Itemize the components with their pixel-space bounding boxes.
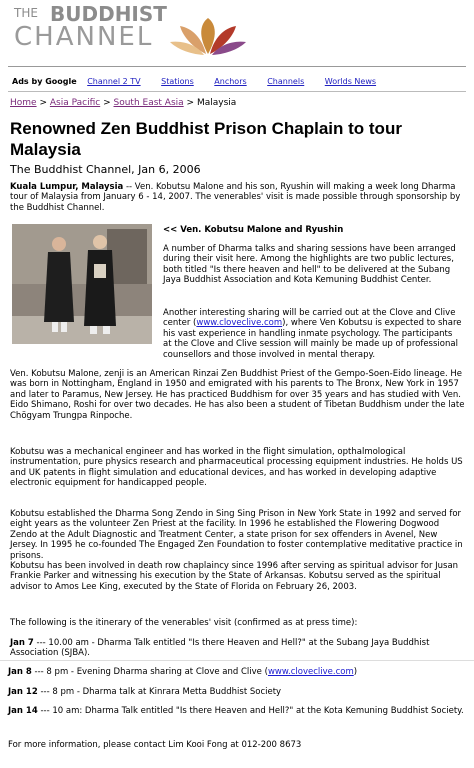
lotus-icon (168, 16, 248, 56)
logo-the: THE (14, 6, 38, 20)
breadcrumb (10, 98, 236, 108)
itinerary-text: --- 8 pm - Dharma talk at Kinrara Metta Buddhist Society (37, 687, 282, 697)
paragraph-2-text-cont: ), where Ven Kobutsu is expected to share his vast experience in handling inmate psychology. The participants at the Clove and Clive session will mainly be made up of professional counsellors and those involved in mental therapy. (163, 318, 462, 360)
itinerary-text: --- 8 pm - Evening Dharma sharing at Clove and Clive ( (31, 667, 268, 677)
itinerary-date: Jan 14 (8, 706, 38, 716)
itinerary-item (8, 667, 468, 677)
header-divider (8, 66, 466, 67)
logo-buddhist: BUDDHIST (50, 2, 167, 26)
contact-info: For more information, please contact Lim Kooi Fong at 012-200 8673 (8, 740, 302, 750)
itinerary-date: Jan 12 (8, 687, 38, 697)
breadcrumb-home[interactable]: Home (10, 98, 37, 108)
itinerary-text: --- 10 am: Dharma Talk entitled "Is there Heaven and Hell?" at the Kota Kemuning Buddhist Society. (37, 706, 464, 716)
lead-paragraph (10, 182, 462, 213)
ads-by-google-label: Ads by Google (12, 77, 77, 86)
itinerary-text-end: ) (353, 667, 358, 677)
nav-link-channels[interactable]: Channels (267, 77, 305, 86)
paragraph-6: Kobutsu has been involved in death row chaplaincy since 1996 after serving as spiritual advisor for Jusan Frankie Parker and witnessing his execution by the State of Arkansas. Kobutsu served as the spiritual advisor to Amos Lee King, executed by the State of Florida on February 26, 2003. (10, 561, 459, 592)
paragraph-2-text: Another interesting sharing will be carried out at the Clove and Clive center ( (163, 308, 456, 329)
cloveclive-link[interactable]: www.cloveclive.com (196, 318, 283, 329)
article-source-date: The Buddhist Channel, Jan 6, 2006 (10, 163, 201, 176)
paragraph-3: Ven. Kobutsu Malone, zenji is an American Rinzai Zen Buddhist Priest of the Gempo-Soen-Eido lineage. He was born in Nottingham, England in 1950 and emigrated with his parents to The Bronx, New York in 1957 and later to Paramus, New Jersey. He has practiced Buddhism for over 35 years and has studied with Ven. Eido Shimano, Roshi for over two decades. He has also been a student of Tibetan Buddhism under the late Chögyam Trungpa Rinpoche. (10, 369, 465, 421)
itinerary-date: Jan 8 (8, 667, 32, 677)
logo-channel: CHANNEL (14, 22, 154, 52)
nav-link-worlds-news[interactable]: Worlds News (324, 77, 377, 86)
article-title: Renowned Zen Buddhist Prison Chaplain to tour Malaysia (10, 119, 402, 159)
dateline: Kuala Lumpur, Malaysia (10, 182, 124, 192)
paragraph-7: The following is the itinerary of the venerables' visit (confirmed as at press time): (10, 618, 358, 628)
breadcrumb-sep: > (186, 98, 195, 108)
nav-divider (8, 91, 466, 92)
breadcrumb-current: Malaysia (196, 98, 237, 108)
itinerary-item (8, 706, 468, 716)
nav-link-stations[interactable]: Stations (161, 77, 194, 86)
breadcrumb-sep: > (39, 98, 47, 108)
itinerary-date: Jan 7 (10, 638, 34, 648)
paragraph-5: Kobutsu established the Dharma Song Zendo in Sing Sing Prison in New York State in 1992 and served for eight years as the volunteer Zen Priest at the facility. In 1996 he established the Flowering Dogwood Zendo at the Adult Diagnostic and Treatment Center, a state prison for sex offenders in Avenel, New Jersey. In 1995 he co-founded The Engaged Zen Foundation to foster contemplative meditative practice in prisons. (10, 509, 463, 561)
ads-bar (12, 77, 394, 86)
breadcrumb-asia-pacific[interactable]: Asia Pacific (49, 98, 101, 108)
paragraph-4: Kobutsu was a mechanical engineer and has worked in the flight simulation, opthalmological instrumentation, pure physics research and pharmaceutical processing equipment industries. He holds US and UK patents in flight simulation and educational devices, and has worked in developing adaptive electronic equipment for handicapped people. (10, 447, 463, 489)
nav-link-anchors[interactable]: Anchors (214, 77, 247, 86)
paragraph-1: A number of Dharma talks and sharing sessions have been arranged during their visit here. Among the highlights are two public lectures, both titled "Is there heaven and hell" to be delivered at the Subang Jaya Buddhist Association and Kota Kemuning Buddhist Center. (163, 244, 456, 286)
cloveclive-link-2[interactable]: www.cloveclive.com (267, 667, 354, 677)
lead-text: -- Ven. Kobutsu Malone and his son, Ryushin will making a week long Dharma tour of Malaysia from January 6 - 14, 2007. The venerables' visit is made possible through sponsorship by the Buddhist Channel. (10, 182, 461, 213)
article-photo (12, 224, 152, 344)
breadcrumb-sep: > (103, 98, 111, 108)
itinerary-item (10, 638, 466, 659)
nav-link-channel-2-tv[interactable]: Channel 2 TV (87, 77, 141, 86)
photo-caption: << Ven. Kobutsu Malone and Ryushin (163, 225, 344, 235)
paragraph-2 (163, 308, 463, 360)
itinerary-item (8, 687, 468, 697)
divider (0, 660, 474, 661)
itinerary-text: --- 10.00 am - Dharma Talk entitled "Is there Heaven and Hell?" at the Subang Jaya Buddhist Association (SJBA). (10, 638, 430, 659)
monks-photo-illustration (12, 224, 152, 344)
breadcrumb-south-east-asia[interactable]: South East Asia (113, 98, 184, 108)
